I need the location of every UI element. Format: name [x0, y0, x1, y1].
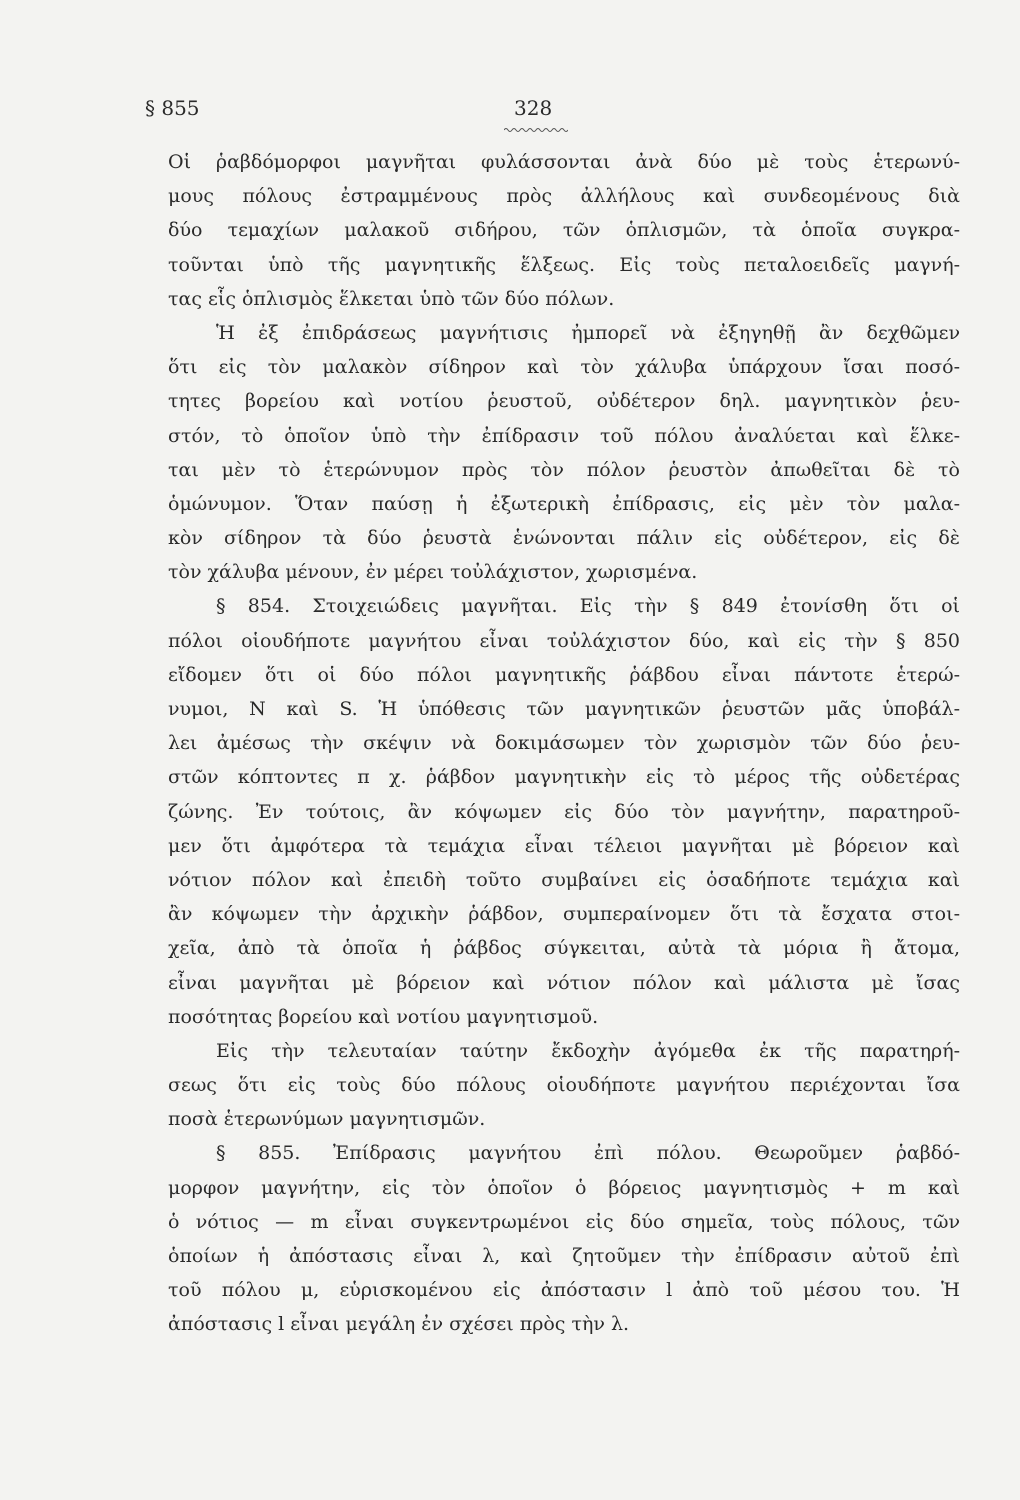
text-line: ὁποίων ἡ ἀπόστασις εἶναι λ, καὶ ζητοῦμεν τὴν ἐπίδρασιν αὐτοῦ ἐπὶ [168, 1245, 960, 1267]
section-heading-line: § 855. Ἐπίδρασις μαγνήτου ἐπὶ πόλου. Θεωροῦμεν ῥαβδό- [216, 1142, 960, 1165]
text-line: σεως ὅτι εἰς τοὺς δύο πόλους οἱουδήποτε μαγνήτου περιέχονται ἴσα [168, 1074, 960, 1097]
text-line: ποσότητας βορείου καὶ νοτίου μαγνητισμοῦ. [168, 1005, 599, 1028]
text-line: ποσὰ ἑτερωνύμων μαγνητισμῶν. [168, 1108, 486, 1131]
text-line: πόλοι οἱουδήποτε μαγνήτου εἶναι τοὐλάχιστον δύο, καὶ εἰς τὴν § 850 [168, 629, 960, 652]
text-line: δύο τεμαχίων μαλακοῦ σιδήρου, τῶν ὁπλισμῶν, τὰ ὁποῖα συγκρα- [168, 219, 960, 242]
text-line: ὅτι εἰς τὸν μαλακὸν σίδηρον καὶ τὸν χάλυβα ὑπάρχουν ἴσαι ποσό- [168, 356, 960, 379]
text-line: κὸν σίδηρον τὰ δύο ῥευστὰ ἑνώνονται πάλιν εἰς οὐδέτερον, εἰς δὲ [168, 527, 960, 550]
section-number: § 855 [145, 96, 200, 120]
text-line: χεῖα, ἀπὸ τὰ ὁποῖα ἡ ῥάβδος σύγκειται, αὐτὰ τὰ μόρια ἢ ἄτομα, [168, 937, 960, 960]
text-line: ται μὲν τὸ ἑτερώνυμον πρὸς τὸν πόλον ῥευστὸν ἀπωθεῖται δὲ τὸ [168, 458, 960, 481]
text-line: τοῦνται ὑπὸ τῆς μαγνητικῆς ἕλξεως. Εἰς τοὺς πεταλοειδεῖς μαγνή- [168, 253, 960, 276]
text-line: νότιον πόλον καὶ ἐπειδὴ τοῦτο συμβαίνει εἰς ὁσαδήποτε τεμάχια καὶ [168, 868, 960, 891]
text-line: λει ἀμέσως τὴν σκέψιν νὰ δοκιμάσωμεν τὸν χωρισμὸν τῶν δύο ῥευ- [168, 732, 960, 755]
text-line: εἶναι μαγνῆται μὲ βόρειον καὶ νότιον πόλον καὶ μάλιστα μὲ ἴσας [168, 971, 960, 994]
text-line: ὁ νότιος — m εἶναι συγκεντρωμένοι εἰς δύο σημεῖα, τοὺς πόλους, τῶν [168, 1210, 960, 1233]
text-line: τοῦ πόλου μ, εὑρισκομένου εἰς ἀπόστασιν l ἀπὸ τοῦ μέσου του. Ἡ [168, 1279, 960, 1302]
text-line: Εἰς τὴν τελευταίαν ταύτην ἔκδοχὴν ἀγόμεθα ἐκ τῆς παρατηρή- [216, 1039, 960, 1062]
text-line: μεν ὅτι ἀμφότερα τὰ τεμάχια εἶναι τέλειοι μαγνῆται μὲ βόρειον καὶ [168, 834, 960, 857]
text-line: τας εἷς ὁπλισμὸς ἕλκεται ὑπὸ τῶν δύο πόλων. [168, 287, 615, 310]
text-line: μορφον μαγνήτην, εἰς τὸν ὁποῖον ὁ βόρειος μαγνητισμὸς + m καὶ [168, 1176, 960, 1199]
text-line: στῶν κόπτοντες π χ. ῥάβδον μαγνητικὴν εἰς τὸ μέρος τῆς οὐδετέρας [168, 766, 960, 789]
text-line: εἴδομεν ὅτι οἱ δύο πόλοι μαγνητικῆς ῥάβδου εἶναι πάντοτε ἑτερώ- [168, 663, 960, 686]
text-line: ὁμώνυμον. Ὅταν παύσῃ ἡ ἐξωτερικὴ ἐπίδρασις, εἰς μὲν τὸν μαλα- [168, 492, 960, 515]
page-body [168, 145, 960, 1342]
text-line: μους πόλους ἐστραμμένους πρὸς ἀλλήλους καὶ συνδεομένους διὰ [168, 185, 960, 208]
section-heading-line: § 854. Στοιχειώδεις μαγνῆται. Εἰς τὴν § 849 ἐτονίσθη ὅτι οἱ [216, 595, 960, 618]
page-number: 328 [514, 96, 553, 120]
page-header [140, 96, 1020, 136]
text-line: Ἡ ἐξ ἐπιδράσεως μαγνήτισις ἠμπορεῖ νὰ ἐξηγηθῇ ἂν δεχθῶμεν [216, 321, 960, 344]
text-line: Οἱ ῥαβδόμορφοι μαγνῆται φυλάσσονται ἀνὰ δύο μὲ τοὺς ἑτερωνύ- [168, 151, 960, 173]
text-line: νυμοι, Ν καὶ S. Ἡ ὑπόθεσις τῶν μαγνητικῶν ῥευστῶν μᾶς ὑποβάλ- [168, 698, 960, 720]
page-number-ornament [504, 126, 568, 134]
text-line: ζώνης. Ἐν τούτοις, ἂν κόψωμεν εἰς δύο τὸν μαγνήτην, παρατηροῦ- [168, 800, 960, 823]
text-line: στόν, τὸ ὁποῖον ὑπὸ τὴν ἐπίδρασιν τοῦ πόλου ἀναλύεται καὶ ἕλκε- [168, 424, 960, 447]
text-line: ἂν κόψωμεν τὴν ἀρχικὴν ῥάβδον, συμπεραίνομεν ὅτι τὰ ἔσχατα στοι- [168, 903, 960, 926]
text-line: τητες βορείου καὶ νοτίου ῥευστοῦ, οὐδέτερον δηλ. μαγνητικὸν ῥευ- [168, 390, 960, 413]
text-line: τὸν χάλυβα μένουν, ἐν μέρει τοὐλάχιστον, χωρισμένα. [168, 561, 698, 584]
text-line: ἀπόστασις l εἶναι μεγάλη ἐν σχέσει πρὸς τὴν λ. [168, 1313, 630, 1336]
